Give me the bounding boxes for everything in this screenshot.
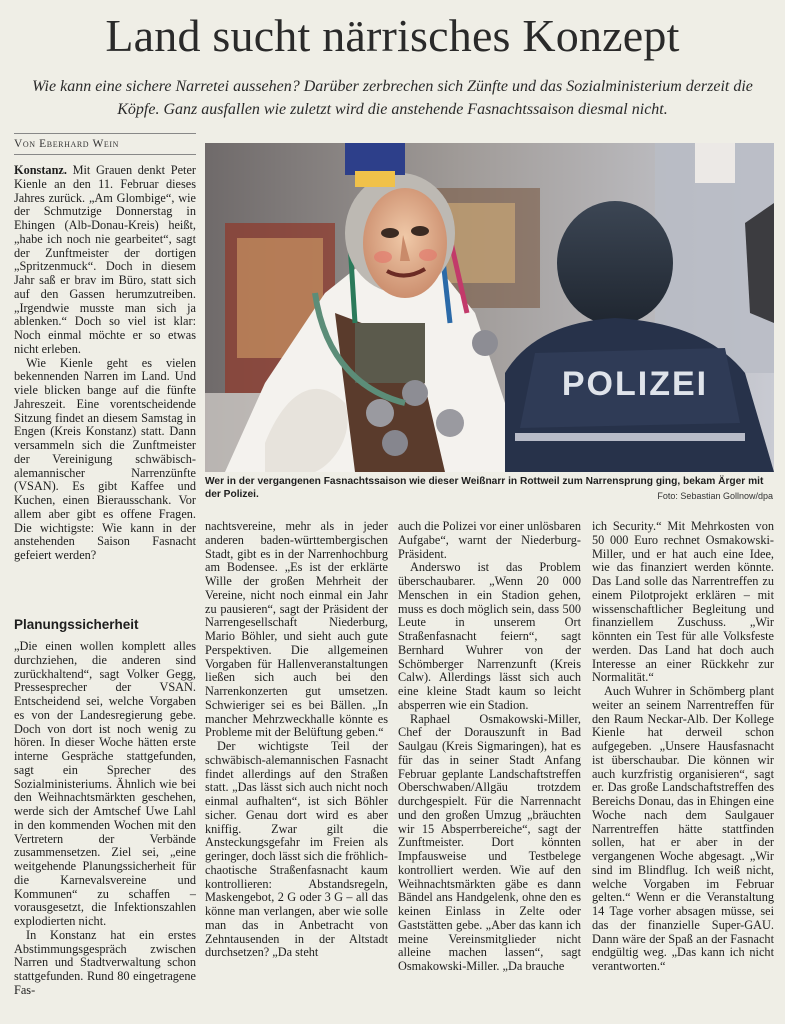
subheadline: Wie kann eine sichere Narretei aussehen? Darüber zerbrechen sich Zünfte und das Sozialministerium derzeit die Köpfe. Ganz ausfallen wie zuletzt wird die anstehende Fasnachtssaison diesmal nicht. <box>32 78 753 118</box>
article-paragraph: „Die einen wollen komplett alles durchziehen, die anderen sind zurückhaltend“, sagt Volker Gegg, Pressesprecher der VSAN. Entscheidend sei, welche Vorgaben es von der Landesregierung gebe. Doch von dort ist noch wenig zu hören. In dieser Woche hätten erste interne Gespräche stattgefunden, sagt ein Sprecher des Sozialministeriums. Ähnlich wie bei den Weihnachtsmärkten geschehen, werde sich der Amtschef Uwe Lahl in den kommenden Wochen mit den Vertretern der Verbände zusammensetzen. Ziel sei, „eine weitgehende Planungssicherheit für die Karnevalsvereine und Kommunen“ zu schaffen – vorausgesetzt, die Infektionszahlen explodierten nicht. <box>14 640 196 928</box>
photo-caption: Wer in der vergangenen Fasnachtssaison wie dieser Weißnarr in Rottweil zum Narrensprung ging, bekam Ärger mit der Polizei. <box>205 476 764 500</box>
author-rule <box>14 133 196 134</box>
article-paragraph: Wie Kienle geht es vielen bekennenden Narren im Land. Und viele blicken bange auf die fünfte Jahreszeit. Eine vorentscheidende Sitzung findet an diesem Samstag in Engen (Kreis Konstanz) statt. Dann versammeln sich die Zunftmeister der Vereinigung schwäbisch-alemannischer Narrenzünfte (VSAN). Es gibt Kaffee und Kuchen, einen Bierausschank. Vor allem aber gibt es offene Fragen. Die wichtigste: Wie kann in der anstehenden Saison Fasnacht gefeiert werden? <box>14 355 196 562</box>
article-paragraph: Anderswo ist das Problem überschaubarer. „Wenn 20 000 Menschen in ein Stadion gehen, muss es doch möglich sein, dass 500 Leute in unserem Ort Straßenfasnacht feiern“, sagt Bernhard Wuhrer von der Schömberger Narrenzunft (Kreis Calw). Allerdings lässt sich auch eine kleine Stadt kaum so leicht absperren wie ein Stadion. <box>398 560 581 712</box>
article-paragraph: Konstanz. Mit Grauen denkt Peter Kienle an den 11. Februar dieses Jahres zurück. „Am Glombige“, wie der Schmutzige Donnerstag in Ehingen (Alb-Donau-Kreis) heißt, „habe ich noch nie gearbeitet“, sagt der Zunftmeister der dortigen „Spritzenmuck“. Doch in diesem Jahr saß er brav im Büro, statt sich auf den Gassen herumzutreiben. „Irgendwie musste man sich ja ablenken.“ Doch so viel ist klar: Noch einmal möchte er so etwas nicht erleben. <box>14 164 196 356</box>
article-paragraph: auch die Polizei vor einer unlösbaren Aufgabe“, warnt der Niederburg-Präsident. <box>398 520 581 561</box>
photo-credit: Foto: Sebastian Gollnow/dpa <box>657 491 773 501</box>
article-paragraph: nachtsvereine, mehr als in jeder anderen baden-württembergischen Stadt, gibt es in der Narrenhochburg am Bodensee. „Es ist der erklärte Wille der großen Mehrheit der Vereine, nicht noch einmal ein Jahr zu pausieren“, sagt der Präsident der Narrengesellschaft Niederburg, Mario Böhler, und sieht auch gute Perspektiven. Die allgemeinen Vorgaben für Hallenveranstaltungen ließen sich auch bei den Narrenkonzerten gut umsetzen. Schwieriger sei es bei Bällen. „In mancher Mehrzweckhalle könnte es Probleme mit der Belüftung geben.“ <box>205 520 388 740</box>
author-byline: Von Eberhard Wein <box>14 138 120 150</box>
headline: Land sucht närrisches Konzept <box>105 10 680 61</box>
section-heading: Planungssicherheit <box>14 617 139 632</box>
article-paragraph: Raphael Osmakowski-Miller, Chef der Dorauszunft in Bad Saulgau (Kreis Sigmaringen), hat es für das in seiner Stadt Anfang Februar geplante Landschaftstreffen Oberschwaben/Allgäu trotzdem durchgespielt. Für die Narrennacht und den großen Umzug „bräuchten wir 15 Absperrbereiche“, sagt der Zunftmeister. Dort könnten Impfausweise und Testbelege kontrolliert werden. Wie auf den Weihnachtsmärkten gäbe es dann Bändel ans Handgelenk, ohne den es keinen Einlass in Zelte oder Gaststätten gebe. „Aber das kann ich meine Vereinsmitglieder nicht alleine machen lassen“, sagt Osmakowski-Miller. „Da brauche <box>398 711 581 973</box>
article-column-2 <box>205 520 388 1018</box>
article-column-1b <box>14 640 196 1018</box>
dateline: Konstanz. <box>14 164 67 177</box>
article-paragraph: Auch Wuhrer in Schömberg plant weiter an seinem Narrentreffen für den Raum Neckar-Alb. Der Kollege Kienle hat derweil schon aufgegeben. „Unsere Hausfasnacht ist überschaubar. Die können wir auch kurzfristig organisieren“, sagt er. Das große Landschaftstreffen des Bereichs Donau, das in Ehingen eine Woche nach dem Saulgauer Narrentreffen hätte stattfinden sollen, hat er aber in der vergangenen Woche abgesagt. „Wir sind im Blindflug. Ich weiß nicht, welche Vorgaben im Februar gelten.“ Wenn er die Veranstaltung 14 Tage vorher absagen müsse, sei das der finanzielle Super-GAU. Dann wäre der Spaß an der Fasnacht endgültig weg. „Das kann ich nicht verantworten.“ <box>592 684 774 973</box>
article-column-3 <box>398 520 581 1018</box>
article-column-4 <box>592 520 774 1018</box>
article-paragraph: In Konstanz hat ein erstes Abstimmungsgespräch zwischen Narren und Stadtverwaltung schon stattgefunden. Rund 80 eingetragene Fas- <box>14 927 196 997</box>
author-rule-bottom <box>14 154 196 155</box>
news-photo <box>205 143 774 472</box>
police-vest-text: POLIZEI <box>561 365 709 403</box>
article-column-1 <box>14 164 196 610</box>
article-paragraph: Der wichtigste Teil der schwäbisch-alemannischen Fasnacht findet allerdings auf den Straßen statt. „Das lässt sich auch nicht noch einmal aufhalten“, ist sich Böhler sicher. Genau dort wird es aber kniffig. Zwar gilt die Ansteckungsgefahr im Freien als geringer, doch lässt sich die fröhlich-chaotische Straßenfasnacht kaum kontrollieren: Abstandsregeln, Maskengebot, 2 G oder 3 G – all das könne man verlangen, aber wie solle man das in Anbetracht von Zehntausenden in der Altstadt durchsetzen? „Da steht <box>205 739 388 960</box>
article-paragraph: ich Security.“ Mit Mehrkosten von 50 000 Euro rechnet Osmakowski-Miller, und er hat auch eine Idee, wie das finanziert werden könnte. Das Land solle das Narrentreffen zu einem Pilotprojekt erklären – mit wissenschaftlicher Begleitung und finanziellem Zuschuss. „Wir könnten ein Test für alle Volksfeste werden. Das Land hat doch auch Interesse an einer Rückkehr zur Normalität.“ <box>592 520 774 685</box>
